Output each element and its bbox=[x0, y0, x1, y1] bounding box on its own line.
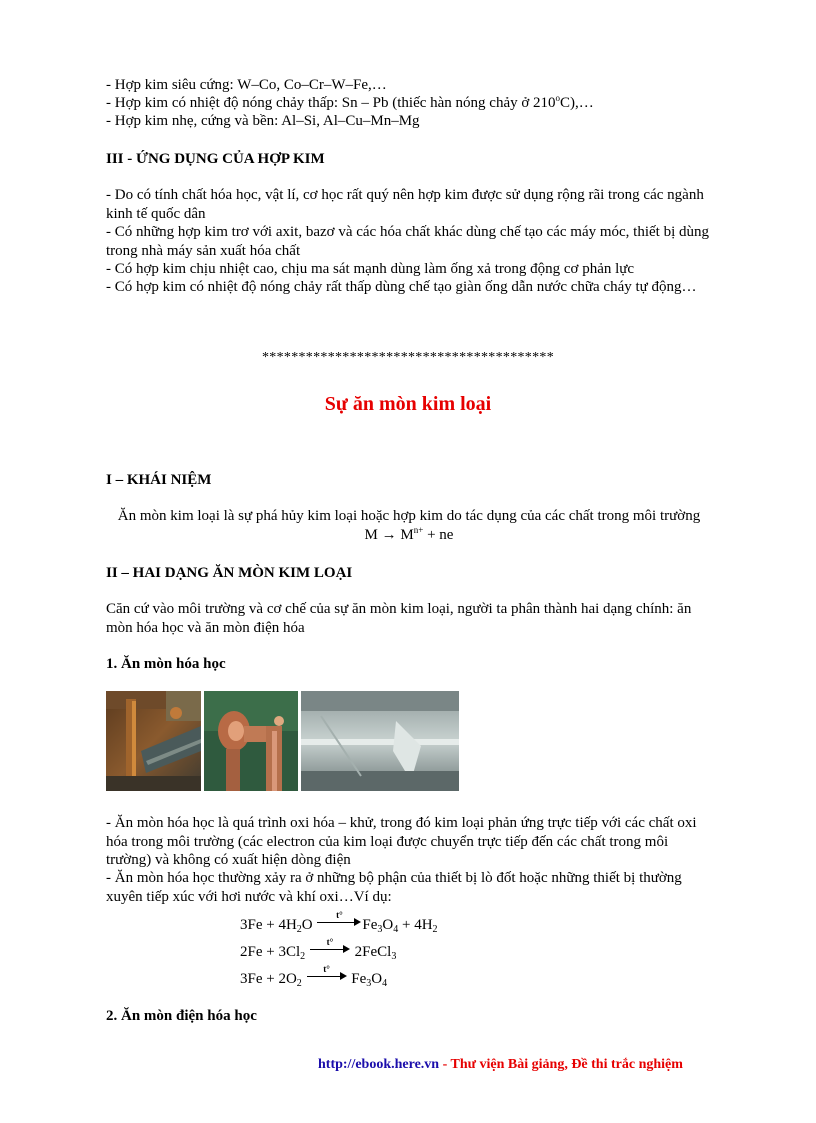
footer bbox=[318, 1057, 683, 1073]
chemical-corrosion-heading: 1. Ăn mòn hóa học bbox=[106, 656, 226, 672]
corroded-pipe-photo bbox=[204, 691, 298, 791]
equation-3: $3Fe + 2O_2$ t° $Fe_3O_4$ bbox=[240, 964, 388, 989]
separator: **************************************** bbox=[262, 350, 554, 365]
types-heading: II – HAI DẠNG ĂN MÒN KIM LOẠI bbox=[106, 565, 353, 581]
heat-arrow: t° bbox=[317, 915, 361, 929]
footer-text: - Thư viện Bài giảng, Đề thi trắc nghiệm bbox=[439, 1057, 683, 1072]
heat-arrow: t° bbox=[307, 969, 347, 983]
concept-definition: Ăn mòn kim loại là sự phá hủy kim loại hoặc hợp kim do tác dụng của các chất trong môi trường bbox=[117, 508, 701, 524]
equation-2: $2Fe + 3Cl_2$ t° 2FeCl$_3$ bbox=[240, 937, 397, 962]
heat-arrow: t° bbox=[310, 942, 350, 956]
alloy-superhard: - Hợp kim siêu cứng: W–Co, Co–Cr–W–Fe,… bbox=[106, 77, 387, 93]
chemical-corrosion-definition: - Ăn mòn hóa học là quá trình oxi hóa – khử, trong đó kim loại phản ứng trực tiếp với các chất oxi hóa trong môi trường (các electron của kim loại được chuyển trực tiếp đến các chất trong môi trường) và không có xuất hiện dòng điện bbox=[106, 815, 697, 868]
chemical-corrosion-examples-intro: - Ăn mòn hóa học thường xảy ra ở những bộ phận của thiết bị lò đốt hoặc những thiết bị thường xuyên tiếp xúc với hơi nước và khí oxi…Ví dụ: bbox=[106, 870, 682, 905]
types-intro: Căn cứ vào môi trường và cơ chế của sự ăn mòn kim loại, người ta phân thành hai dạng chính: ăn mòn hóa học và ăn mòn điện hóa bbox=[106, 601, 692, 636]
section-3-heading: III - ỨNG DỤNG CỦA HỢP KIM bbox=[106, 151, 325, 167]
electrochemical-corrosion-heading: 2. Ăn mòn điện hóa học bbox=[106, 1008, 257, 1024]
footer-link[interactable]: http://ebook.here.vn bbox=[318, 1057, 440, 1072]
alloy-low-melting: - Hợp kim có nhiệt độ nóng chảy thấp: Sn – Pb (thiếc hàn nóng chảy ở 210$^o$C),… bbox=[106, 93, 594, 111]
equation-1: $3Fe + 4H_2O$ t° $Fe_3O_4 + 4H_2$ bbox=[240, 910, 438, 935]
alloy-light: - Hợp kim nhẹ, cứng và bền: Al–Si, Al–Cu–Mn–Mg bbox=[106, 113, 420, 129]
corroded-metal-sheet-photo bbox=[301, 691, 459, 791]
applications-paragraph-1: - Do có tính chất hóa học, vật lí, cơ học rất quý nên hợp kim được sử dụng rộng rãi trong các ngành kinh tế quốc dân bbox=[106, 187, 704, 222]
page-title: Sự ăn mòn kim loại bbox=[324, 393, 492, 415]
applications-paragraph-4: - Có hợp kim có nhiệt độ nóng chảy rất thấp dùng chế tạo giàn ống dẫn nước chữa cháy tự động… bbox=[106, 279, 697, 295]
rusty-surface-photo bbox=[106, 691, 201, 791]
applications-paragraph-2: - Có những hợp kim trơ với axit, bazơ và các hóa chất khác dùng chế tạo các máy móc, thiết bị dùng trong nhà máy sản xuất hóa chất bbox=[106, 224, 710, 259]
concept-heading: I – KHÁI NIỆM bbox=[106, 472, 212, 488]
concept-formula: $M \to M^{n+}$ + ne bbox=[364, 525, 454, 543]
applications-paragraph-3: - Có hợp kim chịu nhiệt cao, chịu ma sát mạnh dùng làm ống xả trong động cơ phản lực bbox=[106, 261, 635, 277]
